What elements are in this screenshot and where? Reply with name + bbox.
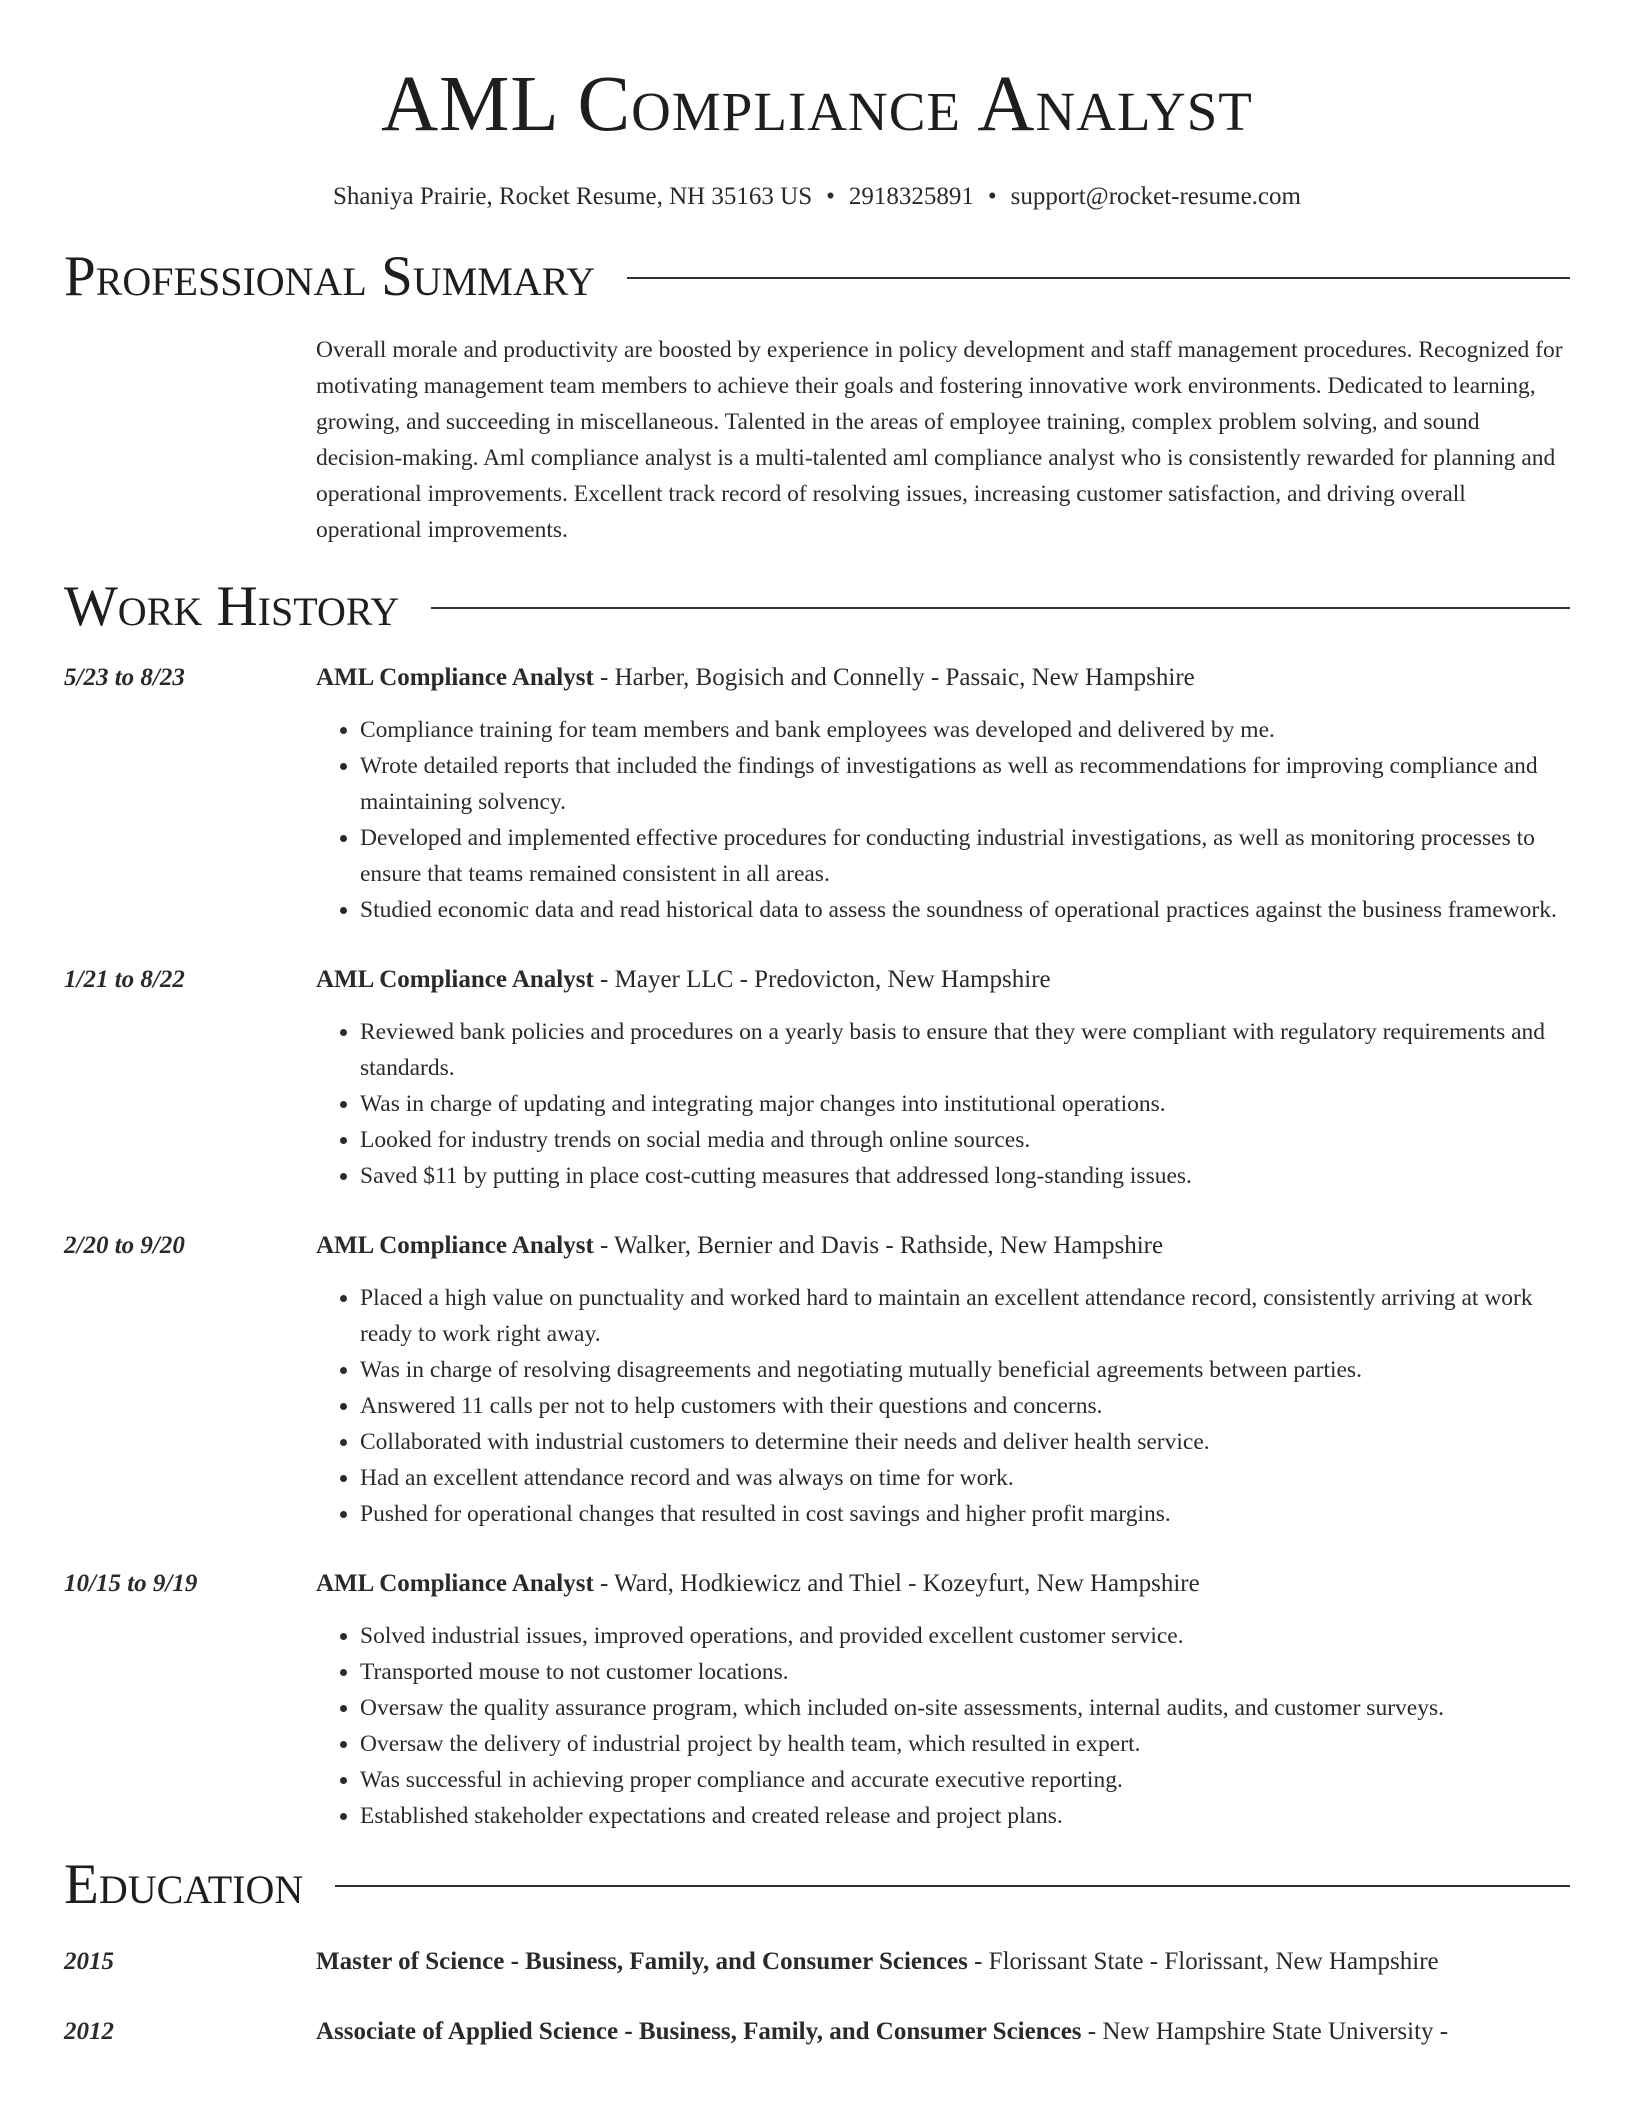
job-dates: 5/23 to 8/23 [64, 664, 185, 691]
job-bullets [316, 1618, 1570, 1834]
section-divider [627, 277, 1570, 279]
contact-email: support@rocket-resume.com [1010, 183, 1301, 210]
job-dates: 1/21 to 8/22 [64, 966, 185, 993]
job-employer: - Ward, Hodkiewicz and Thiel - Kozeyfurt, New Hampshire [593, 1570, 1200, 1597]
education-degree: Master of Science - Business, Family, and Consumer Sciences [316, 1948, 968, 1975]
job-bullets [316, 1280, 1570, 1532]
education-heading: Education [64, 1853, 304, 1916]
job-headline [316, 962, 1570, 998]
job-employer: - Harber, Bogisich and Connelly - Passaic, New Hampshire [593, 664, 1195, 691]
job-body [316, 1228, 1570, 1532]
job-body [316, 660, 1570, 928]
job-title: AML Compliance Analyst [316, 664, 594, 691]
education-body [316, 1944, 1570, 1980]
list-item: • Pushed for operational changes that resulted in cost savings and higher profit margins. [360, 1496, 1570, 1532]
job-dates: 2/20 to 9/20 [64, 1232, 185, 1259]
list-item: • Transported mouse to not customer locations. [360, 1654, 1570, 1690]
contact-phone: 2918325891 [848, 183, 974, 210]
education-section-header [64, 1852, 1570, 1918]
job-headline [316, 660, 1570, 696]
job-entry [64, 1566, 1570, 1834]
list-item: • Saved $11 by putting in place cost-cutting measures that addressed long-standing issues. [360, 1158, 1570, 1194]
list-item: • Compliance training for team members and bank employees was developed and delivered by me. [360, 712, 1570, 748]
list-item: • Answered 11 calls per not to help customers with their questions and concerns. [360, 1388, 1570, 1424]
job-headline [316, 1228, 1570, 1264]
job-body [316, 962, 1570, 1194]
job-entry [64, 1228, 1570, 1532]
list-item: • Collaborated with industrial customers to determine their needs and deliver health service. [360, 1424, 1570, 1460]
list-item: • Wrote detailed reports that included the findings of investigations as well as recommendations for improving compliance and maintaining solvency. [360, 748, 1570, 820]
education-entry [64, 1944, 1570, 1980]
job-title: AML Compliance Analyst [316, 1570, 594, 1597]
education-year: 2015 [64, 1948, 114, 1975]
list-item: • Studied economic data and read historical data to assess the soundness of operational practices against the business framework. [360, 892, 1570, 928]
list-item: • Oversaw the delivery of industrial project by health team, which resulted in expert. [360, 1726, 1570, 1762]
list-item: • Was in charge of updating and integrating major changes into institutional operations. [360, 1086, 1570, 1122]
list-item: • Reviewed bank policies and procedures on a yearly basis to ensure that they were compliant with regulatory requirements and standards. [360, 1014, 1570, 1086]
job-bullets [316, 712, 1570, 928]
list-item: • Established stakeholder expectations and created release and project plans. [360, 1798, 1570, 1834]
bullet-separator: • [987, 183, 997, 210]
job-entry [64, 962, 1570, 1194]
job-employer: - Mayer LLC - Predovicton, New Hampshire [593, 966, 1051, 993]
list-item: • Solved industrial issues, improved operations, and provided excellent customer service. [360, 1618, 1570, 1654]
job-employer: - Walker, Bernier and Davis - Rathside, New Hampshire [593, 1232, 1164, 1259]
list-item: • Had an excellent attendance record and was always on time for work. [360, 1460, 1570, 1496]
education-body [316, 2014, 1570, 2050]
work-section-header [64, 574, 1570, 640]
work-heading: Work History [64, 575, 400, 638]
contact-line [64, 180, 1570, 214]
education-entry [64, 2014, 1570, 2050]
job-bullets [316, 1014, 1570, 1194]
list-item: • Was successful in achieving proper compliance and accurate executive reporting. [360, 1762, 1570, 1798]
education-headline [316, 1944, 1570, 1980]
education-year: 2012 [64, 2018, 114, 2045]
summary-heading: Professional Summary [64, 245, 596, 308]
job-entry [64, 660, 1570, 928]
job-title: AML Compliance Analyst [316, 966, 594, 993]
education-school: - Florissant State - Florissant, New Hampshire [967, 1948, 1439, 1975]
job-body [316, 1566, 1570, 1834]
job-title: AML Compliance Analyst [316, 1232, 594, 1259]
resume-title: AML Compliance Analyst [381, 61, 1253, 148]
job-headline [316, 1566, 1570, 1602]
education-school: - New Hampshire State University - [1081, 2018, 1449, 2045]
list-item: • Oversaw the quality assurance program, which included on-site assessments, internal audits, and customer surveys. [360, 1690, 1570, 1726]
list-item: • Placed a high value on punctuality and worked hard to maintain an excellent attendance record, consistently arriving at work ready to work right away. [360, 1280, 1570, 1352]
section-divider [431, 607, 1570, 609]
education-degree: Associate of Applied Science - Business, Family, and Consumer Sciences [316, 2018, 1082, 2045]
work-history-list [64, 660, 1570, 1834]
summary-text: Overall morale and productivity are boosted by experience in policy development and staff management procedures. Recognized for motivating management team members to achieve their goals and fostering innovative work environments. Dedicated to learning, growing, and succeeding in miscellaneous. Talented in the areas of employee training, complex problem solving, and sound decision-making. Aml compliance analyst is a multi-talented aml compliance analyst who is consistently rewarded for planning and operational improvements. Excellent track record of resolving issues, increasing customer satisfaction, and driving overall operational improvements. [316, 337, 1563, 543]
job-dates: 10/15 to 9/19 [64, 1570, 198, 1597]
contact-address: Shaniya Prairie, Rocket Resume, NH 35163 US [333, 183, 813, 210]
list-item: • Was in charge of resolving disagreements and negotiating mutually beneficial agreements between parties. [360, 1352, 1570, 1388]
summary-section-header [64, 244, 1570, 310]
list-item: • Looked for industry trends on social media and through online sources. [360, 1122, 1570, 1158]
bullet-separator: • [826, 183, 835, 210]
education-headline [316, 2014, 1570, 2050]
list-item: • Developed and implemented effective procedures for conducting industrial investigations, as well as monitoring processes to ensure that teams remained consistent in all areas. [360, 820, 1570, 892]
section-divider [335, 1885, 1570, 1887]
